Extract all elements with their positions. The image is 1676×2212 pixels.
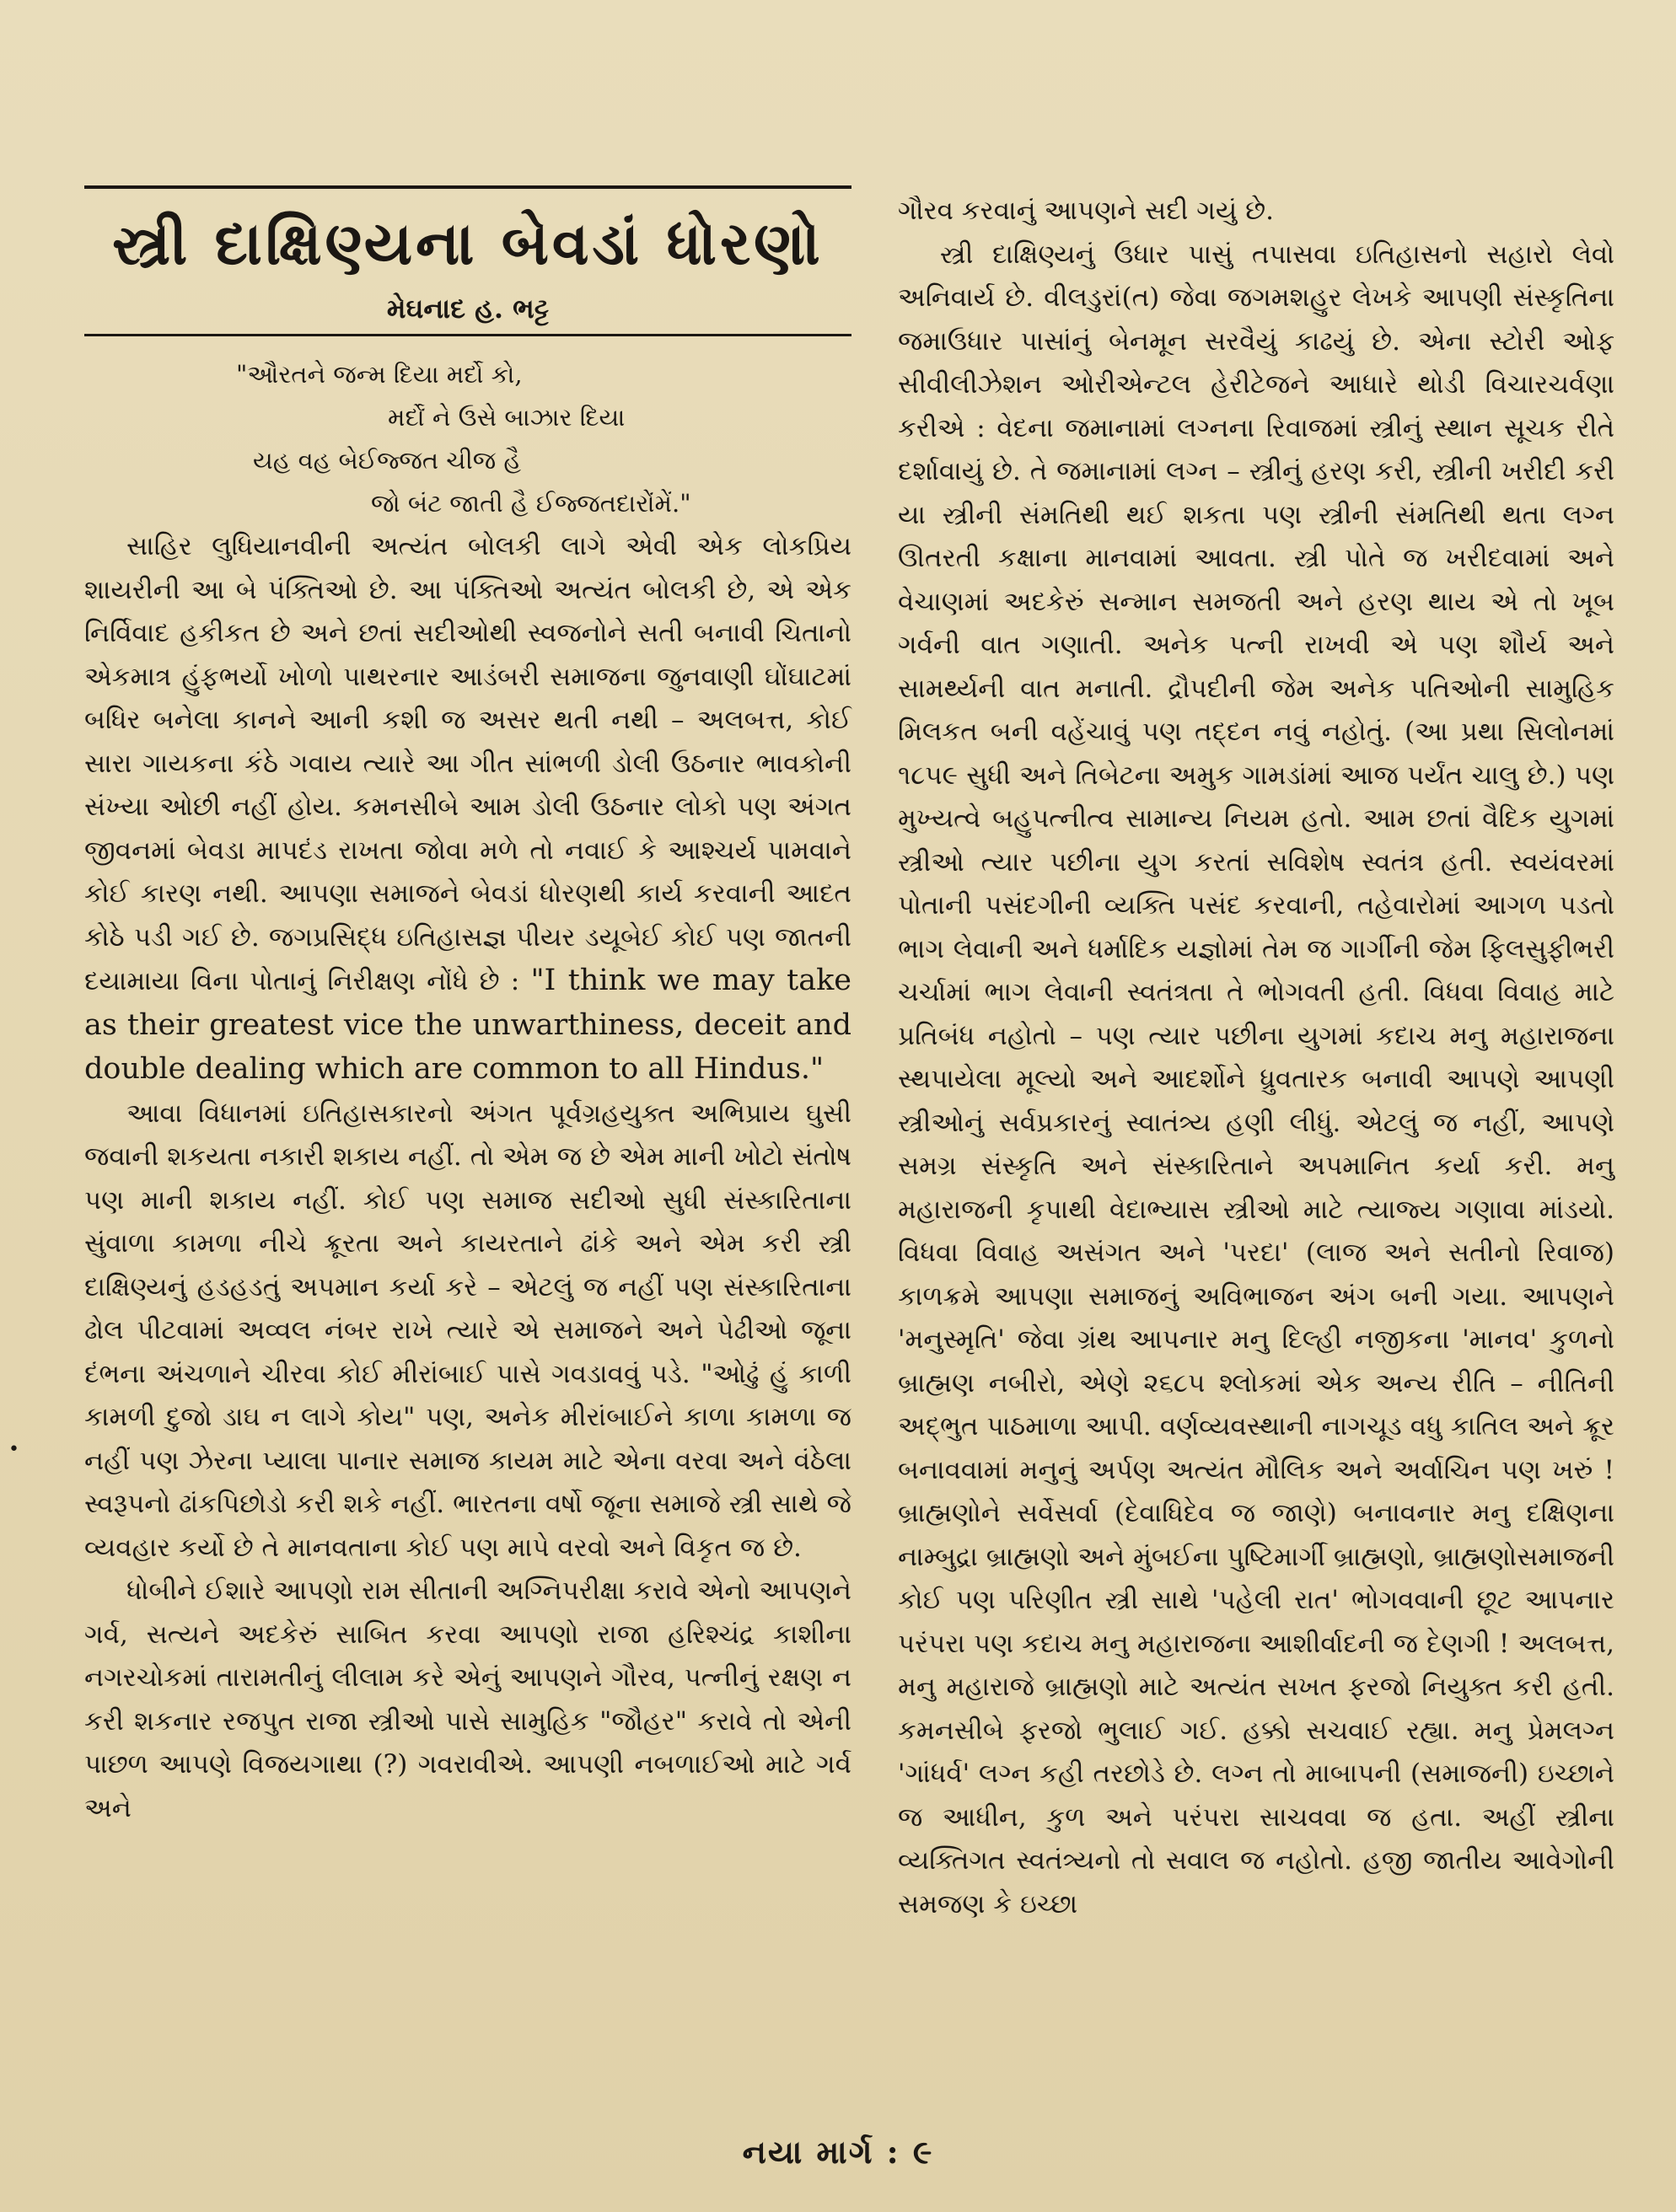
right-column: [898, 190, 1614, 1926]
article-title: સ્ત્રી દાક્ષિણ્યના બેવડાં ધોરણો: [112, 208, 824, 278]
body-paragraph: આવા વિધાનમાં ઇતિહાસકારનો અંગત પૂર્વગ્રહયુક્ત અભિપ્રાય ઘુસી જવાની શકયતા નકારી શકાય નહીં. તો એમ જ છે એમ માની ખોટો સંતોષ પણ માની શકાય નહીં. કોઈ પણ સમાજ સદીઓ સુધી સંસ્કારિતાના સુંવાળા કામળા નીચે ક્રૂરતા અને કાયરતાને ઢાંકે અને એમ કરી સ્ત્રી દાક્ષિણ્યનું હડહડતું અપમાન કર્યા કરે – એટલું જ નહીં પણ સંસ્કારિતાના ઢોલ પીટવામાં અવ્વલ નંબર રાખે ત્યારે એ સમાજને અને પેઢીઓ જૂના દંભના અંચળાને ચીરવા કોઈ મીરાંબાઈ પાસે ગવડાવવું પડે. "ઓઢું હું કાળી કામળી દુજો ડાઘ ન લાગે કોય" પણ, અનેક મીરાંબાઈને કાળા કામળા જ નહીં પણ ઝેરના પ્યાલા પાનાર સમાજ કાયમ માટે એના વરવા અને વંઠેલા સ્વરૂપનો ઢાંકપિછોડો કરી શકે નહીં. ભારતના વર્ષો જૂના સમાજે સ્ત્રી સાથે જે વ્યવહાર કર્યો છે તે માનવતાના કોઈ પણ માપે વરવો અને વિકૃત જ છે.: [84, 1098, 851, 1563]
body-paragraph-continued: ગૌરવ કરવાનું આપણને સદી ગયું છે.: [898, 196, 1274, 226]
poem-line: "ઔરતને જન્મ દિયા મર્દો કો,: [236, 360, 523, 389]
title-top-rule: [84, 185, 851, 189]
body-paragraph: [84, 525, 851, 1093]
poem-line: જો બંટ જાતી હૈ ઈજ્જતદારોંમેં.": [371, 489, 691, 518]
left-column: [84, 185, 851, 1830]
opening-poem: [84, 353, 851, 525]
margin-mark: •: [8, 1439, 19, 1460]
body-paragraph: સ્ત્રી દાક્ષિણ્યનું ઉધાર પાસું તપાસવા ઇતિહાસનો સહારો લેવો અનિવાર્ય છે. વીલડુરાં(ત) જેવા જગમશહુર લેખકે આપણી સંસ્કૃતિના જમાઉધાર પાસાંનું બેનમૂન સરવૈયું કાઢયું છે. એના સ્ટોરી ઓફ સીવીલીઝેશન ઓરીએન્ટલ હેરીટેજને આધારે થોડી વિચારચર્વણા કરીએ : વેદના જમાનામાં લગ્નના રિવાજમાં સ્ત્રીનું સ્થાન સૂચક રીતે દર્શાવાયું છે. તે જમાનામાં લગ્ન – સ્ત્રીનું હરણ કરી, સ્ત્રીની ખરીદી કરી યા સ્ત્રીની સંમતિથી થઈ શકતા પણ સ્ત્રીની સંમતિથી થતા લગ્ન ઊતરતી કક્ષાના માનવામાં આવતા. સ્ત્રી પોતે જ ખરીદવામાં અને વેચાણમાં અદકેરું સન્માન સમજતી અને હરણ થાય એ તો ખૂબ ગર્વની વાત ગણાતી. અનેક પત્ની રાખવી એ પણ શૌર્ય અને સામર્થ્યની વાત મનાતી. દ્રૌપદીની જેમ અનેક પતિઓની સામુહિક મિલકત બની વહેંચાવું પણ તદ્દન નવું નહોતું. (આ પ્રથા સિલોનમાં ૧૮૫૯ સુધી અને તિબેટના અમુક ગામડાંમાં આજ પર્યંત ચાલુ છે.) પણ મુખ્યત્વે બહુપત્નીત્વ સામાન્ય નિયમ હતો. આમ છતાં વૈદિક યુગમાં સ્ત્રીઓ ત્યાર પછીના યુગ કરતાં સવિશેષ સ્વતંત્ર હતી. સ્વયંવરમાં પોતાની પસંદગીની વ્યક્તિ પસંદ કરવાની, તહેવારોમાં આગળ પડતો ભાગ લેવાની અને ધર્માદિક યજ્ઞોમાં તેમ જ ગાર્ગીની જેમ ફિલસુફીભરી ચર્ચામાં ભાગ લેવાની સ્વતંત્રતા તે ભોગવતી હતી. વિધવા વિવાહ માટે પ્રતિબંધ નહોતો – પણ ત્યાર પછીના યુગમાં કદાચ મનુ મહારાજના સ્થપાયેલા મૂલ્યો અને આદર્શોને ધ્રુવતારક બનાવી આપણે આપણી સ્ત્રીઓનું સર્વપ્રકારનું સ્વાતંત્ર્ય હણી લીધું. એટલું જ નહીં, આપણે સમગ્ર સંસ્કૃતિ અને સંસ્કારિતાને અપમાનિત કર્યા કરી. મનુ મહારાજની કૃપાથી વેદાભ્યાસ સ્ત્રીઓ માટે ત્યાજ્ય ગણાવા માંડયો. વિધવા વિવાહ અસંગત અને 'પરદા' (લાજ અને સતીનો રિવાજ) કાળક્રમે આપણા સમાજનું અવિભાજન અંગ બની ગયા. આપણને 'મનુસ્મૃતિ' જેવા ગ્રંથ આપનાર મનુ દિલ્હી નજીકના 'માનવ' કુળનો બ્રાહ્મણ નબીરો, એણે ૨૬૮૫ શ્લોકમાં એક અન્ય રીતિ – નીતિની અદ્ભુત પાઠમાળા આપી. વર્ણવ્યવસ્થાની નાગચૂડ વધુ કાતિલ અને ક્રૂર બનાવવામાં મનુનું અર્પણ અત્યંત મૌલિક અને અર્વાચિન પણ ખરું ! બ્રાહ્મણોને સર્વેસર્વા (દેવાધિદેવ જ જાણે) બનાવનાર મનુ દક્ષિણના નામ્બુદ્રા બ્રાહ્મણો અને મુંબઈના પુષ્ટિમાર્ગી બ્રાહ્મણો, બ્રાહ્મણોસમાજની કોઈ પણ પરિણીત સ્ત્રી સાથે 'પહેલી રાત' ભોગવવાની છૂટ આપનાર પરંપરા પણ કદાચ મનુ મહારાજના આશીર્વાદની જ દેણગી ! અલબત્ત, મનુ મહારાજે બ્રાહ્મણો માટે અત્યંત સખત ફરજો નિયુક્ત કરી હતી. કમનસીબે ફરજો ભુલાઈ ગઈ. હક્કો સચવાઈ રહ્યા. મનુ પ્રેમલગ્ન 'ગાંધર્વ' લગ્ન કહી તરછોડે છે. લગ્ન તો માબાપની (સમાજની) ઇચ્છાને જ આધીન, કુળ અને પરંપરા સાચવવા જ હતા. અહીં સ્ત્રીના વ્યક્તિગત સ્વતંત્ર્યનો તો સવાલ જ નહોતો. હજી જાતીય આવેગોની સમજણ કે ઇચ્છા: [898, 239, 1614, 1919]
paragraph-text: સાહિર લુધિયાનવીની અત્યંત બોલકી લાગે એવી એક લોકપ્રિય શાયરીની આ બે પંક્તિઓ છે. આ પંક્તિઓ અત્યંત બોલકી છે, એ એક નિર્વિવાદ હકીકત છે અને છતાં સદીઓથી સ્વજનોને સતી બનાવી ચિતાનો એકમાત્ર હુંફભર્યો ખોળો પાથરનાર આડંબરી સમાજના જુનવાણી ઘોંઘાટમાં બધિર બનેલા કાનને આની કશી જ અસર થતી નથી – અલબત્ત, કોઈ સારા ગાયકના કંઠે ગવાય ત્યારે આ ગીત સાંભળી ડોલી ઉઠનાર ભાવકોની સંખ્યા ઓછી નહીં હોય. કમનસીબે આમ ડોલી ઉઠનાર લોકો પણ અંગત જીવનમાં બેવડા માપદંડ રાખતા જોવા મળે તો નવાઈ કે આશ્ચર્ય પામવાને કોઈ કારણ નથી. આપણા સમાજને બેવડાં ધોરણથી કાર્ય કરવાની આદત કોઠે પડી ગઈ છે. જગપ્રસિદ્ધ ઇતિહાસજ્ઞ પીયર ડયૂબેઈ કોઈ પણ જાતની દયામાયા વિના પોતાનું નિરીક્ષણ નોંધે છે :: [84, 531, 851, 996]
body-paragraph: ધોબીને ઈશારે આપણો રામ સીતાની અગ્નિપરીક્ષા કરાવે એનો આપણને ગર્વ, સત્યને અદકેરું સાબિત કરવા આપણો રાજા હરિશ્ચંદ્ર કાશીના નગરચોકમાં તારામતીનું લીલામ કરે એનું આપણને ગૌરવ, પત્નીનું રક્ષણ ન કરી શકનાર રજપુત રાજા સ્ત્રીઓ પાસે સામુહિક "જૌહર" કરાવે તો એની પાછળ આપણે વિજયગાથા (?) ગવરાવીએ. આપણી નબળાઈઓ માટે ગર્વ અને: [84, 1576, 851, 1823]
poem-line: મર્દોં ને ઉસે બાઝાર દિયા: [388, 403, 626, 432]
article-author: મેઘનાદ હ. ભટ્ટ: [386, 293, 550, 325]
english-quote: "I think we may take as their greatest vice the unwarthiness, deceit and double dealing which are common to all Hindus.": [84, 964, 851, 1086]
poem-line: યહ વહ બેઈજ્જત ચીજ હૈ: [253, 446, 522, 475]
page-footer: નયા માર્ગ : ૯: [742, 2133, 934, 2171]
title-bottom-rule: [84, 334, 851, 336]
